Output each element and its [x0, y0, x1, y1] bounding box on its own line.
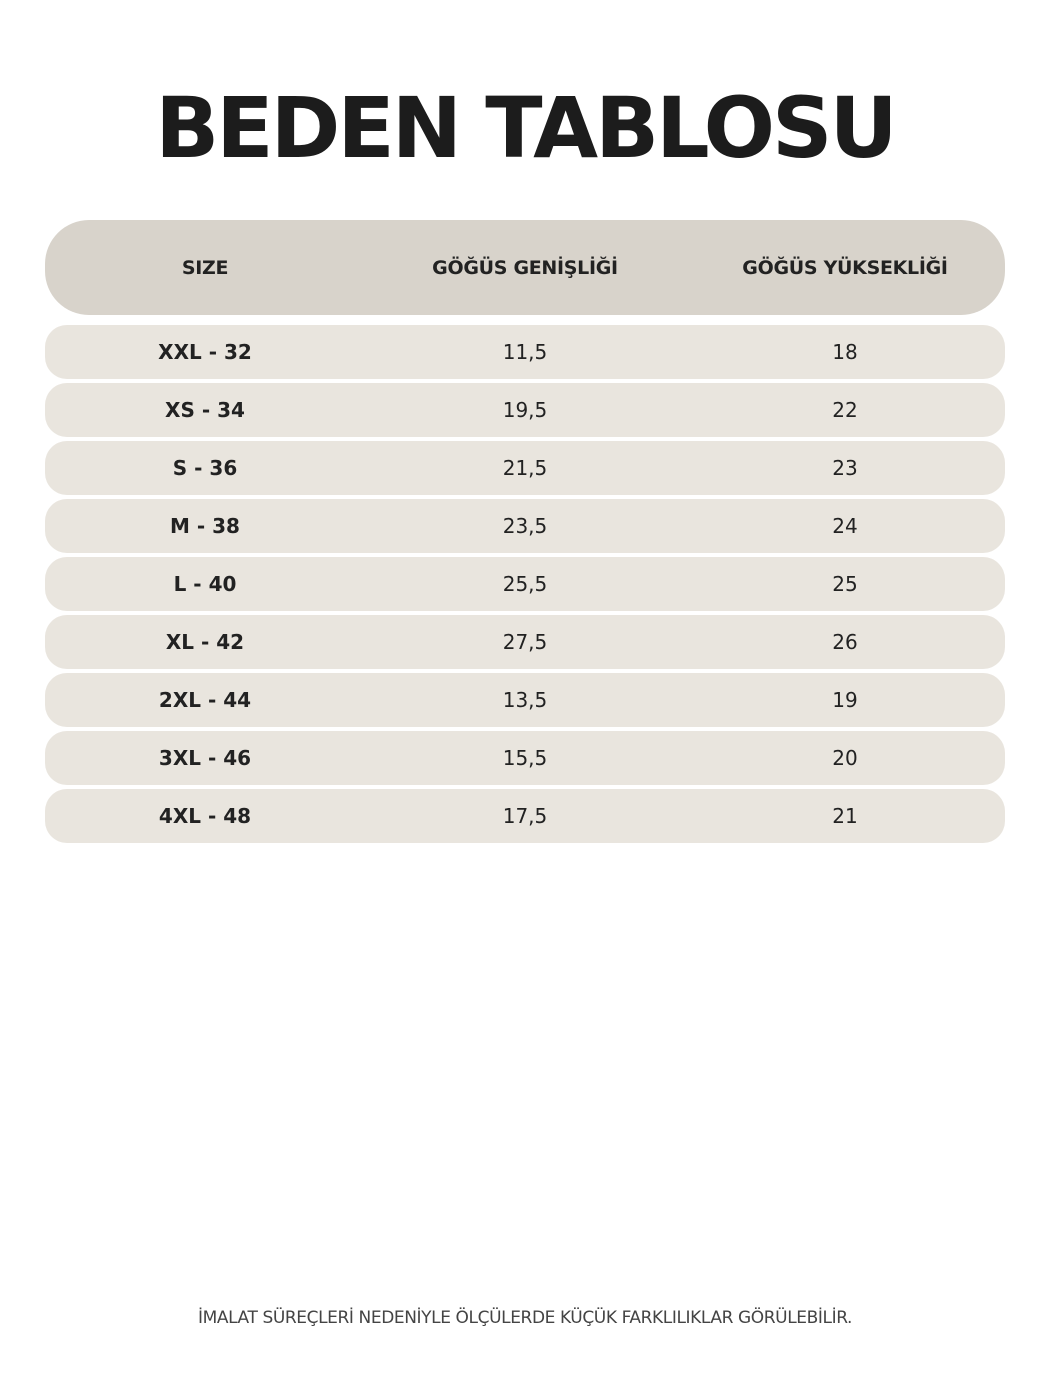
chest-width-cell: 27,5	[502, 630, 548, 654]
chest-width-cell: 25,5	[502, 572, 548, 596]
table-row	[45, 383, 1005, 437]
header-chest-height: GÖĞÜS YÜKSEKLİĞİ	[742, 256, 948, 279]
size-cell: M - 38	[170, 514, 240, 538]
chest-width-cell: 15,5	[502, 746, 548, 770]
chest-width-cell: 23,5	[502, 514, 548, 538]
disclaimer-note: İMALAT SÜREÇLERİ NEDENİYLE ÖLÇÜLERDE KÜÇÜK FARKLILIKLAR GÖRÜLEBİLİR.	[197, 1308, 853, 1328]
table-row	[45, 615, 1005, 669]
header-chest-width: GÖĞÜS GENİŞLİĞİ	[432, 256, 618, 279]
table-row	[45, 557, 1005, 611]
size-table	[45, 220, 1005, 843]
table-row	[45, 731, 1005, 785]
chest-width-cell: 13,5	[502, 688, 548, 712]
size-cell: XXL - 32	[158, 340, 252, 364]
size-cell: L - 40	[173, 572, 237, 596]
chest-height-cell: 26	[832, 630, 858, 654]
table-row	[45, 441, 1005, 495]
page-title: BEDEN TABLOSU	[155, 79, 895, 177]
chest-height-cell: 22	[832, 398, 858, 422]
chest-height-cell: 18	[832, 340, 858, 364]
table-row	[45, 673, 1005, 727]
chest-height-cell: 24	[832, 514, 858, 538]
chest-width-cell: 17,5	[502, 804, 548, 828]
table-header	[45, 220, 1005, 315]
table-row	[45, 325, 1005, 379]
chest-width-cell: 21,5	[502, 456, 548, 480]
chest-height-cell: 23	[832, 456, 858, 480]
header-size: SIZE	[181, 256, 229, 279]
chest-height-cell: 20	[832, 746, 858, 770]
chest-width-cell: 19,5	[502, 398, 548, 422]
chest-width-cell: 11,5	[502, 340, 548, 364]
size-cell: S - 36	[172, 456, 238, 480]
table-row	[45, 789, 1005, 843]
size-cell: 3XL - 46	[158, 746, 252, 770]
chest-height-cell: 19	[832, 688, 858, 712]
size-cell: 2XL - 44	[158, 688, 252, 712]
chest-height-cell: 21	[832, 804, 858, 828]
size-cell: XS - 34	[165, 398, 245, 422]
table-row	[45, 499, 1005, 553]
chest-height-cell: 25	[832, 572, 858, 596]
size-cell: XL - 42	[165, 630, 245, 654]
size-cell: 4XL - 48	[158, 804, 252, 828]
